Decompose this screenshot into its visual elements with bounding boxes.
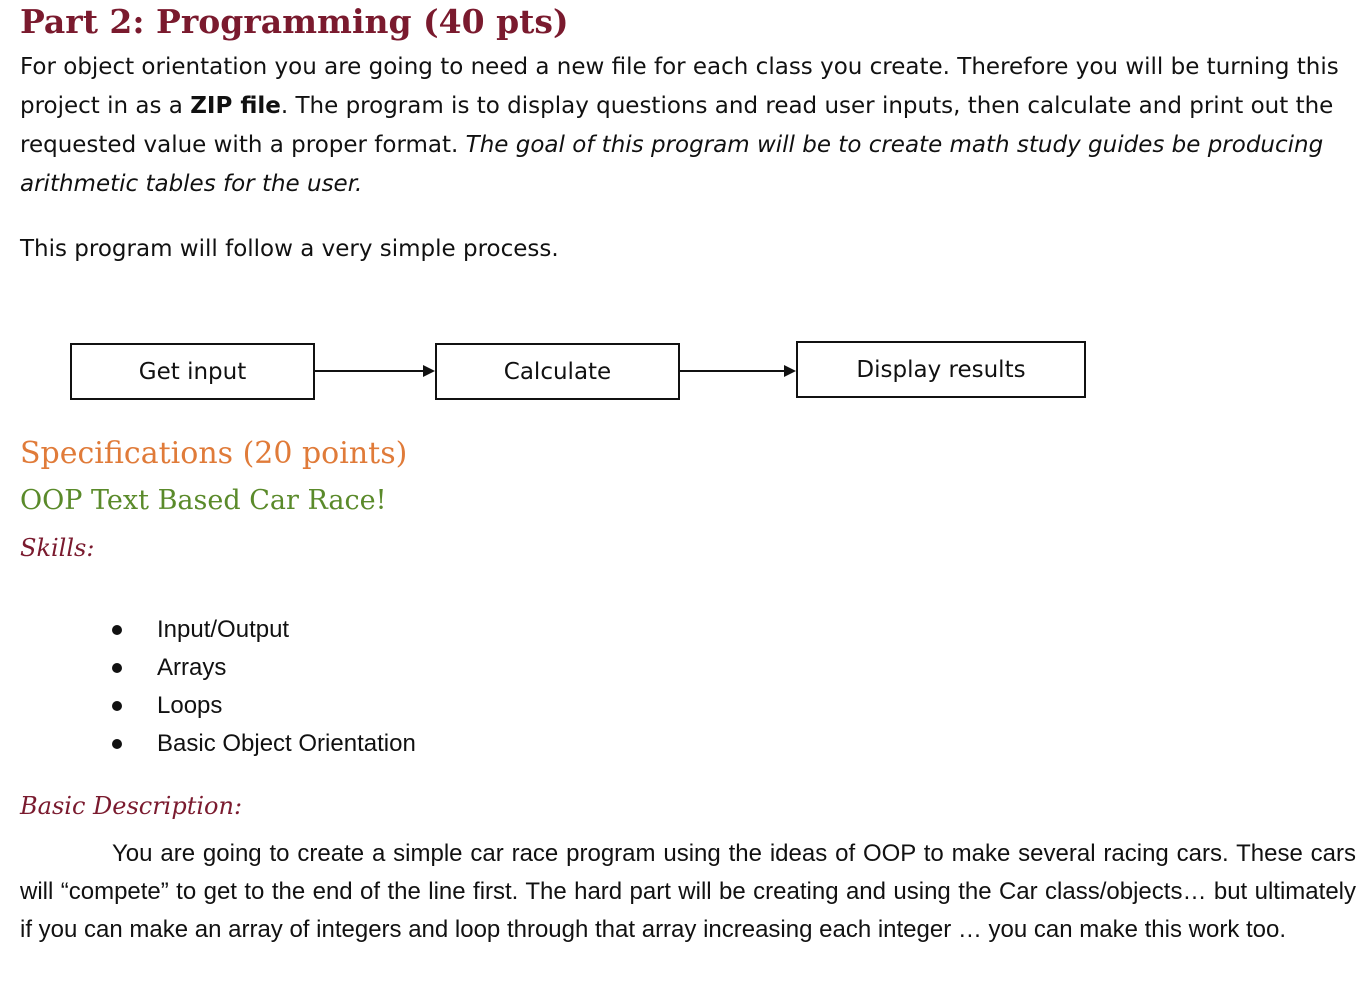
list-item: Loops: [110, 688, 416, 726]
bullet-icon: [112, 701, 122, 711]
project-subtitle: OOP Text Based Car Race!: [20, 485, 387, 516]
intro-text-1: For object orientation you are going to need a new file for each class you create. Therefore you will be turning this project in as a: [20, 54, 1339, 119]
part-title: Part 2: Programming (40 pts): [20, 2, 569, 41]
process-text: This program will follow a very simple process.: [20, 236, 559, 262]
intro-bold-zip: ZIP file: [190, 93, 281, 119]
intro-text-2: . The program is to display questions and read user inputs, then calculate and print out the requested value with a proper format.: [20, 93, 1334, 158]
flow-step-display-results: Display results: [796, 341, 1086, 398]
flow-arrow-2: [680, 365, 796, 377]
intro-paragraph: [20, 48, 1340, 204]
skills-list: [110, 612, 416, 764]
list-item: Basic Object Orientation: [110, 726, 416, 764]
basic-description-heading: Basic Description:: [20, 792, 243, 820]
flow-arrow-1: [315, 365, 435, 377]
skills-heading: Skills:: [20, 534, 95, 562]
list-item: Arrays: [110, 650, 416, 688]
bullet-icon: [112, 739, 122, 749]
basic-description-text: You are going to create a simple car race program using the ideas of OOP to make several racing cars. These cars will “compete” to get to the end of the line first. The hard part will be creating and using the Car class/objects… but ultimately if you can make an array of integers and loop through that array increasing each integer … you can make this work too.: [20, 840, 1356, 943]
intro-italic-goal: The goal of this program will be to create math study guides be producing arithmetic tables for the user.: [20, 132, 1324, 197]
list-item: Input/Output: [110, 612, 416, 650]
specifications-title: Specifications (20 points): [20, 436, 408, 471]
bullet-icon: [112, 663, 122, 673]
bullet-icon: [112, 625, 122, 635]
flow-step-get-input: Get input: [70, 343, 315, 400]
flow-step-calculate: Calculate: [435, 343, 680, 400]
